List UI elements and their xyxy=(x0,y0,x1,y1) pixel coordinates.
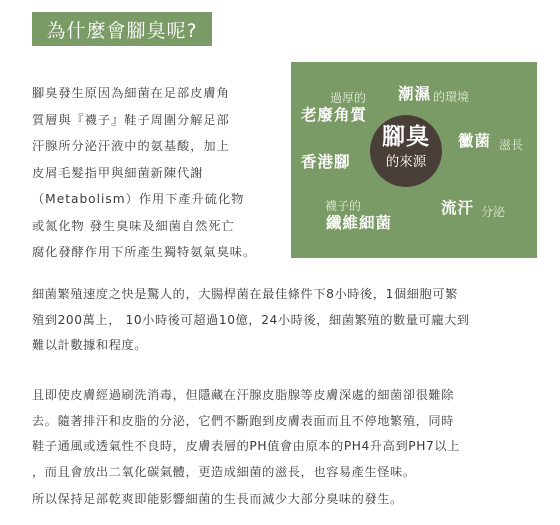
paragraph-line: 難以計數據和程度。 xyxy=(32,338,148,352)
paragraph-line: 且即使皮膚經過刷洗消毒，但隱藏在汗腺皮脂腺等皮膚深處的細菌卻很難除 xyxy=(32,388,454,402)
cause-fungus-suffix: 滋長 xyxy=(499,138,524,152)
cause-humidity: 潮濕 xyxy=(398,85,432,103)
odor-causes-diagram xyxy=(291,62,537,258)
body-paragraph-2 xyxy=(32,383,532,485)
cause-athletes-foot: 香港腳 xyxy=(301,153,351,171)
paragraph-line: ，而且會放出二氧化碳氣體，更造成細菌的滋長，也容易產生怪味。 xyxy=(32,464,416,479)
cause-sock-fiber: 纖維細菌 xyxy=(326,214,393,232)
paragraph-line: 細菌繁殖速度之快是驚人的，大腸桿菌在最佳條件下8小時後，1個細胞可繁 xyxy=(32,287,458,301)
paragraph-line: 去。隨著排汗和皮脂的分泌，它們不斷跑到皮膚表面而且不停地繁殖，同時 xyxy=(32,413,454,428)
odor-source-circle xyxy=(370,115,442,187)
cause-sweat-suffix: 分泌 xyxy=(481,205,506,219)
body-paragraph-3: 所以保持足部乾爽即能影響細菌的生長而減少大部分臭味的發生。 xyxy=(32,492,403,506)
title-banner xyxy=(32,12,212,46)
intro-line: 腐化發酵作用下所產生獨特氨氣臭味。 xyxy=(32,245,257,259)
intro-line: 皮屑毛髮指甲與細菌新陳代謝 xyxy=(32,165,204,180)
center-subtitle: 的來源 xyxy=(385,154,427,170)
cause-sock-fiber-prefix: 襪子的 xyxy=(325,199,362,213)
intro-line: 汗腺所分泌汗液中的氨基酸，加上 xyxy=(32,139,230,153)
cause-fungus: 黴菌 xyxy=(458,132,492,150)
cause-humidity-suffix: 的環境 xyxy=(433,90,470,104)
intro-line: 腳臭發生原因為細菌在足部皮膚角 xyxy=(32,86,230,100)
page-title: 為什麼會腳臭呢? xyxy=(46,19,198,42)
intro-paragraph xyxy=(32,80,282,266)
cause-thick-skin-prefix: 過厚的 xyxy=(330,91,367,105)
intro-line: 或氮化物 發生臭味及細菌自然死亡 xyxy=(32,218,235,233)
body-paragraph-1 xyxy=(32,282,532,359)
paragraph-line: 殖到200萬上， 10小時後可超過10億，24小時後，細菌繁殖的數量可龐大到 xyxy=(32,312,470,327)
intro-line: 質層與『襪子』鞋子周圍分解足部 xyxy=(32,112,230,127)
paragraph-line: 鞋子通風或透氣性不良時，皮膚表層的PH值會由原本的PH4升高到PH7以上 xyxy=(32,439,460,453)
intro-line: （Metabolism）作用下產升硫化物 xyxy=(32,192,245,206)
cause-thick-skin: 老廢角質 xyxy=(301,106,368,124)
cause-sweat: 流汗 xyxy=(441,199,475,217)
center-title: 腳臭 xyxy=(382,124,430,150)
